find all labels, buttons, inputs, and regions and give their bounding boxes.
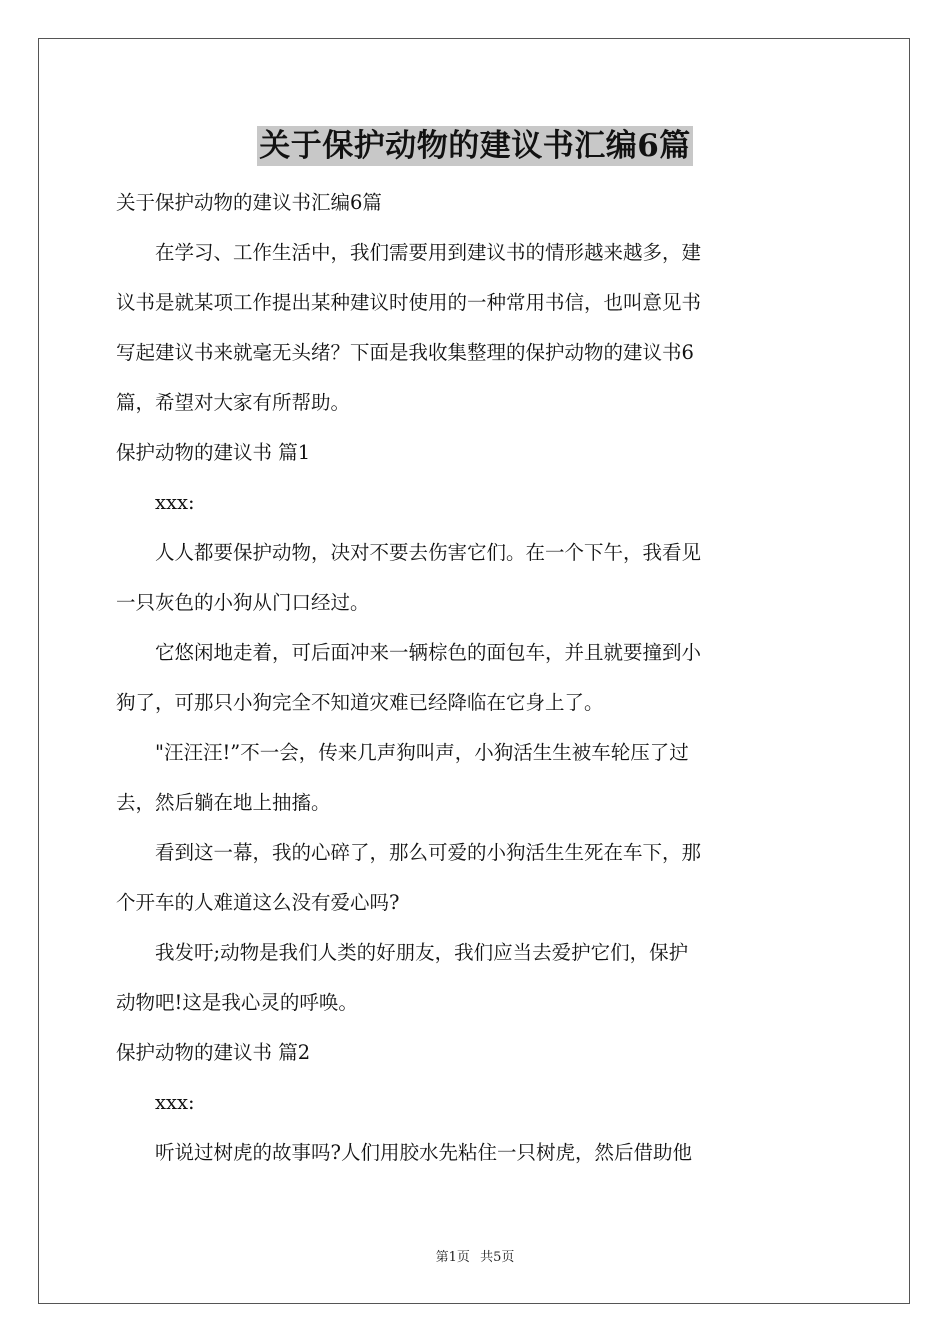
body-line: 我发吁;动物是我们人类的好朋友，我们应当去爱护它们，保护 xyxy=(155,941,689,964)
body-line: 狗了，可那只小狗完全不知道灾难已经降临在它身上了。 xyxy=(116,691,604,714)
body-line: 个开车的人难道这么没有爱心吗? xyxy=(116,891,400,914)
section-heading: 保护动物的建议书 篇1 xyxy=(116,441,311,464)
body-line: 看到这一幕，我的心碎了，那么可爱的小狗活生生死在车下，那 xyxy=(155,841,702,864)
document-body xyxy=(116,178,836,1178)
intro-line: 在学习、工作生活中，我们需要用到建议书的情形越来越多，建 xyxy=(155,241,702,264)
body-line: 它悠闲地走着，可后面冲来一辆棕色的面包车，并且就要撞到小 xyxy=(155,641,702,664)
intro-line: 议书是就某项工作提出某种建议时使用的一种常用书信，也叫意见书 xyxy=(116,291,702,314)
salutation: xxx: xyxy=(155,491,195,514)
intro-line: 篇，希望对大家有所帮助。 xyxy=(116,391,351,414)
title-container xyxy=(0,126,950,166)
page-number: 第1页 xyxy=(435,1250,470,1265)
body-line: 人人都要保护动物，决对不要去伤害它们。在一个下午，我看见 xyxy=(155,541,702,564)
intro-line: 写起建议书来就毫无头绪？下面是我收集整理的保护动物的建议书6 xyxy=(116,341,694,364)
salutation: xxx: xyxy=(155,1091,195,1114)
page-footer xyxy=(0,1246,950,1265)
subtitle: 关于保护动物的建议书汇编6篇 xyxy=(116,191,382,214)
page-total: 共5页 xyxy=(480,1250,515,1265)
body-line: 去，然后躺在地上抽搐。 xyxy=(116,791,331,814)
section-heading: 保护动物的建议书 篇2 xyxy=(116,1041,311,1064)
body-line: "汪汪汪!”不一会，传来几声狗叫声，小狗活生生被车轮压了过 xyxy=(155,741,689,764)
body-line: 动物吧!这是我心灵的呼唤。 xyxy=(116,991,358,1014)
document-title: 关于保护动物的建议书汇编6篇 xyxy=(259,128,691,164)
body-line: 一只灰色的小狗从门口经过。 xyxy=(116,591,370,614)
body-line: 听说过树虎的故事吗?人们用胶水先粘住一只树虎，然后借助他 xyxy=(155,1141,692,1164)
